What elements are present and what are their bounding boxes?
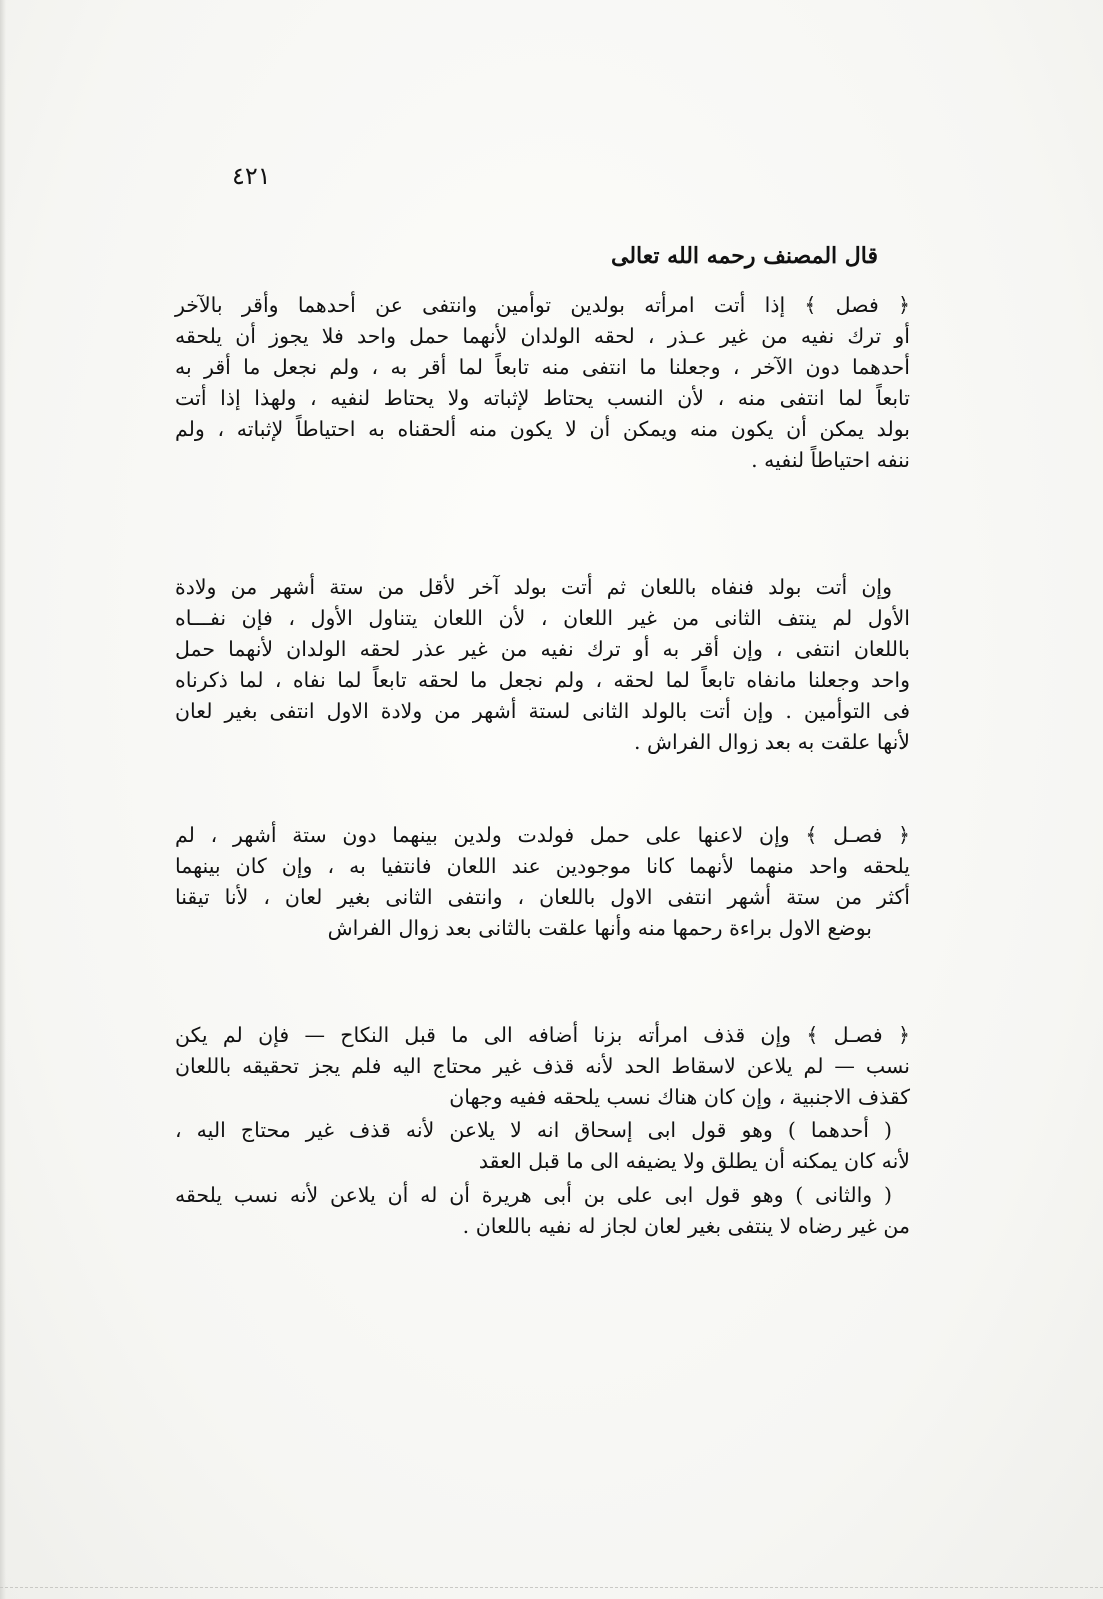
text-line: وإن أتت بولد فنفاه باللعان ثم أتت بولد آخر لأقل من ستة أشهر من ولادة [175,575,892,599]
author-heading: قال المصنف رحمه الله تعالى [611,243,878,269]
text-line: أحدهما دون الآخر ، وجعلنا ما انتفى منه تابعاً لما أقر به ، ولم نجعل ما أقر به [175,355,910,379]
section-fasl-prior-marriage [175,1020,910,1113]
text-line: ( والثانى ) وهو قول ابى على بن أبى هريرة أن له أن يلاعن لأنه نسب يلحقه [175,1183,892,1207]
section-fasl-twins [175,290,910,476]
paragraph-second-child [175,572,910,758]
page-edge-shadow [0,0,6,1599]
text-line: ننفه احتياطاً لنفيه . [751,448,910,472]
text-line: لأنه كان يمكنه أن يطلق ولا يضيفه الى ما قبل العقد [478,1149,910,1173]
text-line: ﴿ فصل ﴾ إذا أتت امرأته بولدين توأمين وانتفى عن أحدهما وأقر بالآخر [175,293,910,317]
text-line: الأول لم ينتف الثانى من غير اللعان ، لأن اللعان يتناول الأول ، فإن نفـــاه [175,606,910,630]
text-line: أكثر من ستة أشهر انتفى الاول باللعان ، وانتفى الثانى بغير لعان ، لأنا تيقنا [175,885,910,909]
text-line: ( أحدهما ) وهو قول ابى إسحاق انه لا يلاعن لأنه قذف غير محتاج اليه ، [175,1118,892,1142]
text-line: بولد يمكن أن يكون منه ويمكن أن لا يكون منه ألحقناه به احتياطاً لإثباته ، ولم [175,417,910,441]
text-line: أو ترك نفيه من غير عـذر ، لحقه الولدان لأنهما حمل واحد فلا يجوز أن يلحقه [175,324,910,348]
text-line: يلحقه واحد منهما لأنهما كانا موجودين عند اللعان فانتفيا به ، وإن كان بينهما [175,854,910,878]
text-line: نسب — لم يلاعن لاسقاط الحد لأنه قذف غير محتاج اليه فلم يجز تحقيقه باللعان [175,1054,910,1078]
text-line: باللعان انتفى ، وإن أقر به أو ترك نفيه من غير عذر لحقه الولدان لأنهما حمل [175,637,910,661]
text-line: ﴿ فصـل ﴾ وإن قذف امرأته بزنا أضافه الى ما قبل النكاح — فإن لم يكن [175,1023,910,1047]
opinion-first [175,1115,910,1177]
page-number: ٤٢١ [232,162,271,190]
text-line: فى التوأمين . وإن أتت بالولد الثانى لستة أشهر من ولادة الاول انتفى بغير لعان [175,699,910,723]
text-line: ﴿ فصـل ﴾ وإن لاعنها على حمل فولدت ولدين بينهما دون ستة أشهر ، لم [175,823,910,847]
section-fasl-pregnancy [175,820,910,944]
text-line: من غير رضاه لا ينتفى بغير لعان لجاز له نفيه باللعان . [462,1214,910,1238]
text-line: بوضع الاول براءة رحمها منه وأنها علقت بالثانى بعد زوال الفراش [327,916,872,940]
text-line: تابعاً لما انتفى منه ، لأن النسب يحتاط لإثباته ولا يحتاط لنفيه ، ولهذا إذا أتت [175,386,910,410]
text-line: لأنها علقت به بعد زوال الفراش . [633,730,910,754]
scan-bottom-edge [0,1587,1103,1589]
text-line: واحد وجعلنا مانفاه تابعاً لما لحقه ، ولم نجعل ما لحقه تابعاً لما نفاه ، لما ذكرناه [175,668,910,692]
opinion-second [175,1180,910,1242]
text-line: كقذف الاجنبية ، وإن كان هناك نسب يلحقه ففيه وجهان [449,1085,910,1109]
